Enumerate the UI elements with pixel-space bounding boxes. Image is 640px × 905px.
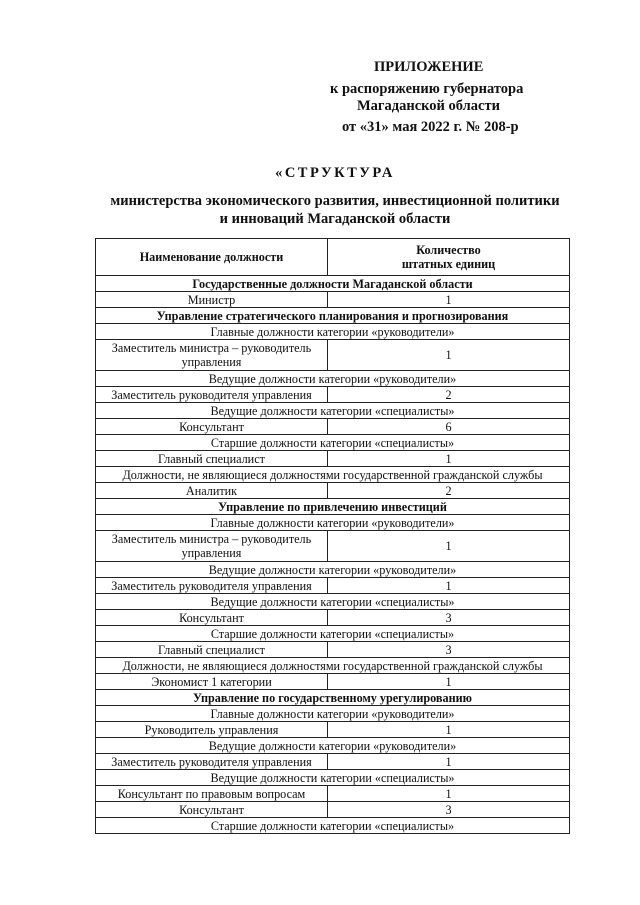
category-row [96,371,570,387]
position-name: Заместитель министра – руководитель управления [96,531,328,562]
section-title: Управление по государственному урегулированию [96,690,570,706]
position-name: Консультант [96,610,328,626]
position-name: Консультант [96,802,328,818]
category-title: Старшие должности категории «специалисты» [96,626,570,642]
table-row [96,419,570,435]
position-name: Консультант по правовым вопросам [96,786,328,802]
category-title: Ведущие должности категории «руководители» [96,738,570,754]
position-quantity: 6 [328,419,570,435]
document-title-block [60,164,610,228]
table-row [96,786,570,802]
category-title: Главные должности категории «руководители» [96,706,570,722]
category-title: Должности, не являющиеся должностями государственной гражданской службы [96,658,570,674]
category-title: Старшие должности категории «специалисты» [96,818,570,834]
position-name: Экономист 1 категории [96,674,328,690]
section-title: Государственные должности Магаданской области [96,276,570,292]
position-quantity: 1 [328,340,570,371]
table-row [96,610,570,626]
table-row [96,451,570,467]
table-row [96,340,570,371]
position-name: Заместитель министра – руководитель управления [96,340,328,371]
category-row [96,818,570,834]
position-name: Министр [96,292,328,308]
table-row [96,531,570,562]
category-title: Главные должности категории «руководители» [96,324,570,340]
position-name: Консультант [96,419,328,435]
position-name: Главный специалист [96,451,328,467]
category-row [96,403,570,419]
position-quantity: 1 [328,451,570,467]
appendix-title: ПРИЛОЖЕНИЕ [374,59,484,75]
position-quantity: 1 [328,754,570,770]
position-quantity: 1 [328,292,570,308]
position-quantity: 1 [328,674,570,690]
column-header-quantity-line2: штатных единиц [401,257,496,271]
table-row [96,802,570,818]
position-quantity: 3 [328,610,570,626]
position-quantity: 3 [328,802,570,818]
category-title: Ведущие должности категории «руководители» [96,371,570,387]
position-quantity: 2 [328,387,570,403]
category-row [96,706,570,722]
table-row [96,483,570,499]
table-row [96,578,570,594]
position-quantity: 1 [328,786,570,802]
position-name: Заместитель руководителя управления [96,754,328,770]
table-row [96,722,570,738]
appendix-line-3: от «31» мая 2022 г. № 208-р [342,119,519,135]
column-header-position: Наименование должности [96,239,328,276]
category-row [96,467,570,483]
position-quantity: 1 [328,578,570,594]
column-header-quantity-line1: Количество [416,243,481,257]
structure-table [95,238,570,834]
position-name: Заместитель руководителя управления [96,387,328,403]
category-title: Должности, не являющиеся должностями государственной гражданской службы [96,467,570,483]
table-header-row [96,239,570,276]
document-subtitle-2: и инноваций Магаданской области [219,211,451,227]
category-title: Главные должности категории «руководители» [96,515,570,531]
document-title: «СТРУКТУРА [275,165,395,181]
category-row [96,626,570,642]
category-row [96,562,570,578]
category-row [96,658,570,674]
category-row [96,594,570,610]
category-row [96,770,570,786]
position-name: Руководитель управления [96,722,328,738]
position-quantity: 1 [328,531,570,562]
section-title: Управление стратегического планирования и прогнозирования [96,308,570,324]
position-name: Главный специалист [96,642,328,658]
position-name: Заместитель руководителя управления [96,578,328,594]
position-quantity: 2 [328,483,570,499]
table-row [96,754,570,770]
section-row [96,690,570,706]
section-row [96,499,570,515]
category-row [96,324,570,340]
table-row [96,642,570,658]
table-row [96,292,570,308]
category-row [96,435,570,451]
position-quantity: 1 [328,722,570,738]
category-title: Ведущие должности категории «специалисты» [96,770,570,786]
category-title: Ведущие должности категории «руководители» [96,562,570,578]
category-title: Ведущие должности категории «специалисты» [96,403,570,419]
table-row [96,674,570,690]
category-row [96,515,570,531]
document-subtitle-1: министерства экономического развития, инвестиционной политики [110,193,560,209]
category-title: Ведущие должности категории «специалисты» [96,594,570,610]
table-row [96,387,570,403]
position-quantity: 3 [328,642,570,658]
section-title: Управление по привлечению инвестиций [96,499,570,515]
appendix-line-1: к распоряжению губернатора [330,81,524,97]
section-row [96,276,570,292]
table-body [96,276,570,834]
appendix-line-2: Магаданской области [357,98,500,114]
column-header-quantity [328,239,570,276]
category-row [96,738,570,754]
category-title: Старшие должности категории «специалисты» [96,435,570,451]
position-name: Аналитик [96,483,328,499]
section-row [96,308,570,324]
